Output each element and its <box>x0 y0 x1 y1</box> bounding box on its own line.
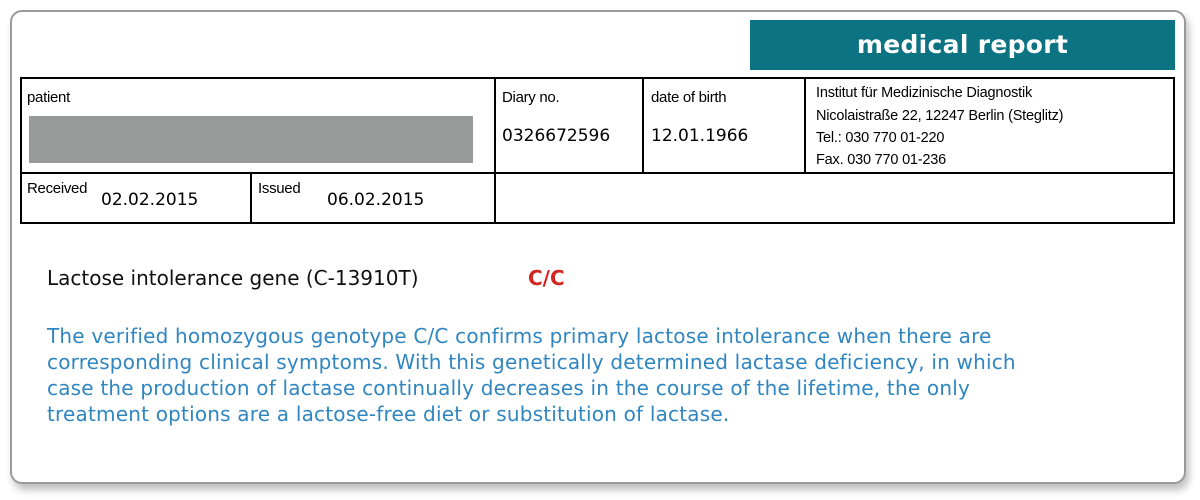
institute-name: Institut für Medizinische Diagnostik <box>816 85 1033 101</box>
issued-label: Issued <box>258 180 301 197</box>
institute-fax: Fax. 030 770 01-236 <box>816 152 947 168</box>
issued-value: 06.02.2015 <box>327 190 425 210</box>
table-col-divider-2 <box>642 77 644 173</box>
table-col-divider-3 <box>804 77 806 173</box>
report-title-banner: medical report <box>750 20 1175 70</box>
dob-value: 12.01.1966 <box>651 126 749 146</box>
received-value: 02.02.2015 <box>101 190 199 210</box>
diary-no-value: 0326672596 <box>502 126 611 146</box>
interpretation-line: corresponding clinical symptoms. With this genetically determined lactase deficiency, in which <box>47 350 1016 374</box>
test-name: Lactose intolerance gene (C-13910T) <box>47 266 419 290</box>
diary-no-label: Diary no. <box>502 89 560 106</box>
interpretation-line: case the production of lactase continually decreases in the course of the lifetime, the only <box>47 376 970 400</box>
table-bottom-border <box>20 222 1175 224</box>
table-col-divider-1 <box>494 77 496 224</box>
patient-name-redacted <box>29 116 473 163</box>
genotype-result: C/C <box>528 266 565 290</box>
table-col-divider-received <box>250 172 252 224</box>
patient-label: patient <box>27 89 70 106</box>
interpretation-line: treatment options are a lactose-free diet or substitution of lactase. <box>47 402 730 426</box>
received-label: Received <box>27 180 88 197</box>
table-top-border <box>20 77 1175 79</box>
table-row-divider <box>20 172 1175 174</box>
interpretation-line: The verified homozygous genotype C/C confirms primary lactose intolerance when there are <box>47 324 992 348</box>
dob-label: date of birth <box>651 89 727 106</box>
interpretation-text <box>47 323 1157 427</box>
institute-tel: Tel.: 030 770 01-220 <box>816 130 945 146</box>
table-left-border <box>20 77 22 224</box>
table-right-border <box>1173 77 1175 224</box>
institute-address: Nicolaistraße 22, 12247 Berlin (Steglitz) <box>816 108 1064 124</box>
